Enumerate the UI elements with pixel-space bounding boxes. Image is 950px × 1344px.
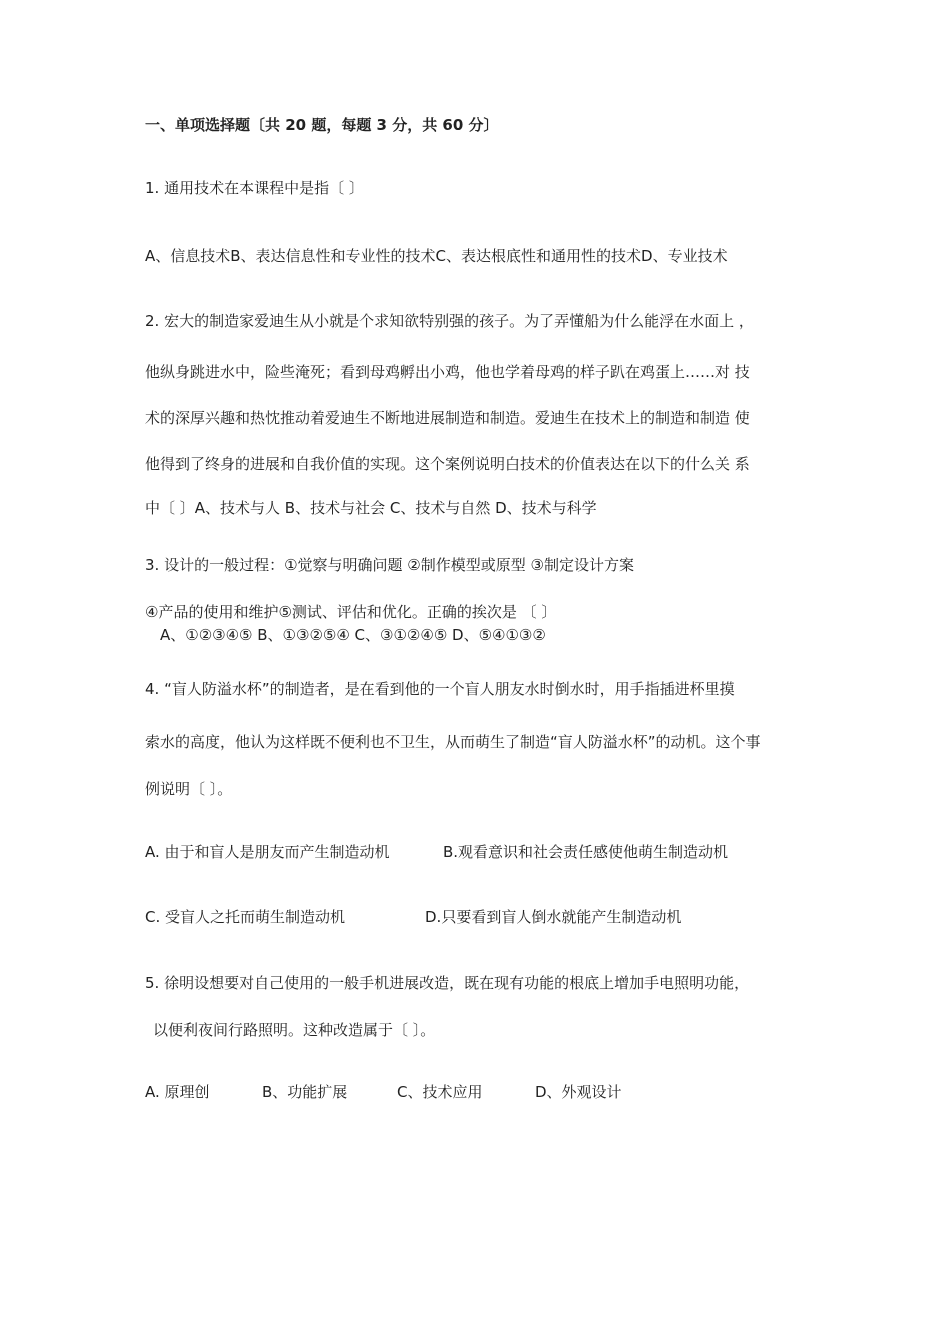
question-1-stem: 1. 通用技术在本课程中是指〔 〕 [145,179,364,197]
question-4-option-c: C. 受盲人之托而萌生制造动机 [145,908,346,926]
question-5-option-c: C、技术应用 [397,1083,483,1101]
question-4-option-a: A. 由于和盲人是朋友而产生制造动机 [145,843,390,861]
question-2-line-1: 2. 宏大的制造家爱迪生从小就是个求知欲特别强的孩子。为了弄懂船为什么能浮在水面上 ， [145,312,754,330]
question-3-line-1: 3. 设计的一般过程：①觉察与明确问题 ②制作模型或原型 ③制定设计方案 [145,556,634,574]
question-3-options: A、①②③④⑤ B、①③②⑤④ C、③①②④⑤ D、⑤④①③② [160,626,546,644]
question-2-line-5: 中〔 〕A、技术与人 B、技术与社会 C、技术与自然 D、技术与科学 [145,499,597,517]
question-2-line-4: 他得到了终身的进展和自我价值的实现。这个案例说明白技术的价值表达在以下的什么关 系 [145,455,750,473]
question-2-line-3: 术的深厚兴趣和热忱推动着爱迪生不断地进展制造和制造。爱迪生在技术上的制造和制造 使 [145,409,750,427]
question-2-line-2: 他纵身跳进水中，险些淹死；看到母鸡孵出小鸡，他也学着母鸡的样子趴在鸡蛋上……对 技 [145,363,750,381]
question-4-line-3: 例说明〔 〕。 [145,780,233,798]
question-5-option-d: D、外观设计 [535,1083,622,1101]
question-4-option-b: B.观看意识和社会责任感使他萌生制造动机 [443,843,729,861]
question-5-line-2: 以便利夜间行路照明。这种改造属于〔 〕。 [153,1021,436,1039]
section-heading: 一、单项选择题〔共 20 题，每题 3 分，共 60 分〕 [145,116,499,134]
question-3-line-2: ④产品的使用和维护⑤测试、评估和优化。正确的挨次是 〔 〕 [145,603,557,621]
question-4-line-2: 索水的高度，他认为这样既不便利也不卫生，从而萌生了制造“盲人防溢水杯”的动机。这个事 [145,733,761,751]
question-5-option-a: A. 原理创 [145,1083,210,1101]
question-4-option-d: D.只要看到盲人倒水就能产生制造动机 [425,908,682,926]
question-5-line-1: 5. 徐明设想要对自己使用的一般手机进展改造，既在现有功能的根底上增加手电照明功能， [145,974,750,992]
question-5-option-b: B、功能扩展 [262,1083,348,1101]
question-4-line-1: 4. “盲人防溢水杯”的制造者，是在看到他的一个盲人朋友水时倒水时，用手指插进杯里摸 [145,680,735,698]
question-1-options: A、信息技术B、表达信息性和专业性的技术C、表达根底性和通用性的技术D、专业技术 [145,247,728,265]
